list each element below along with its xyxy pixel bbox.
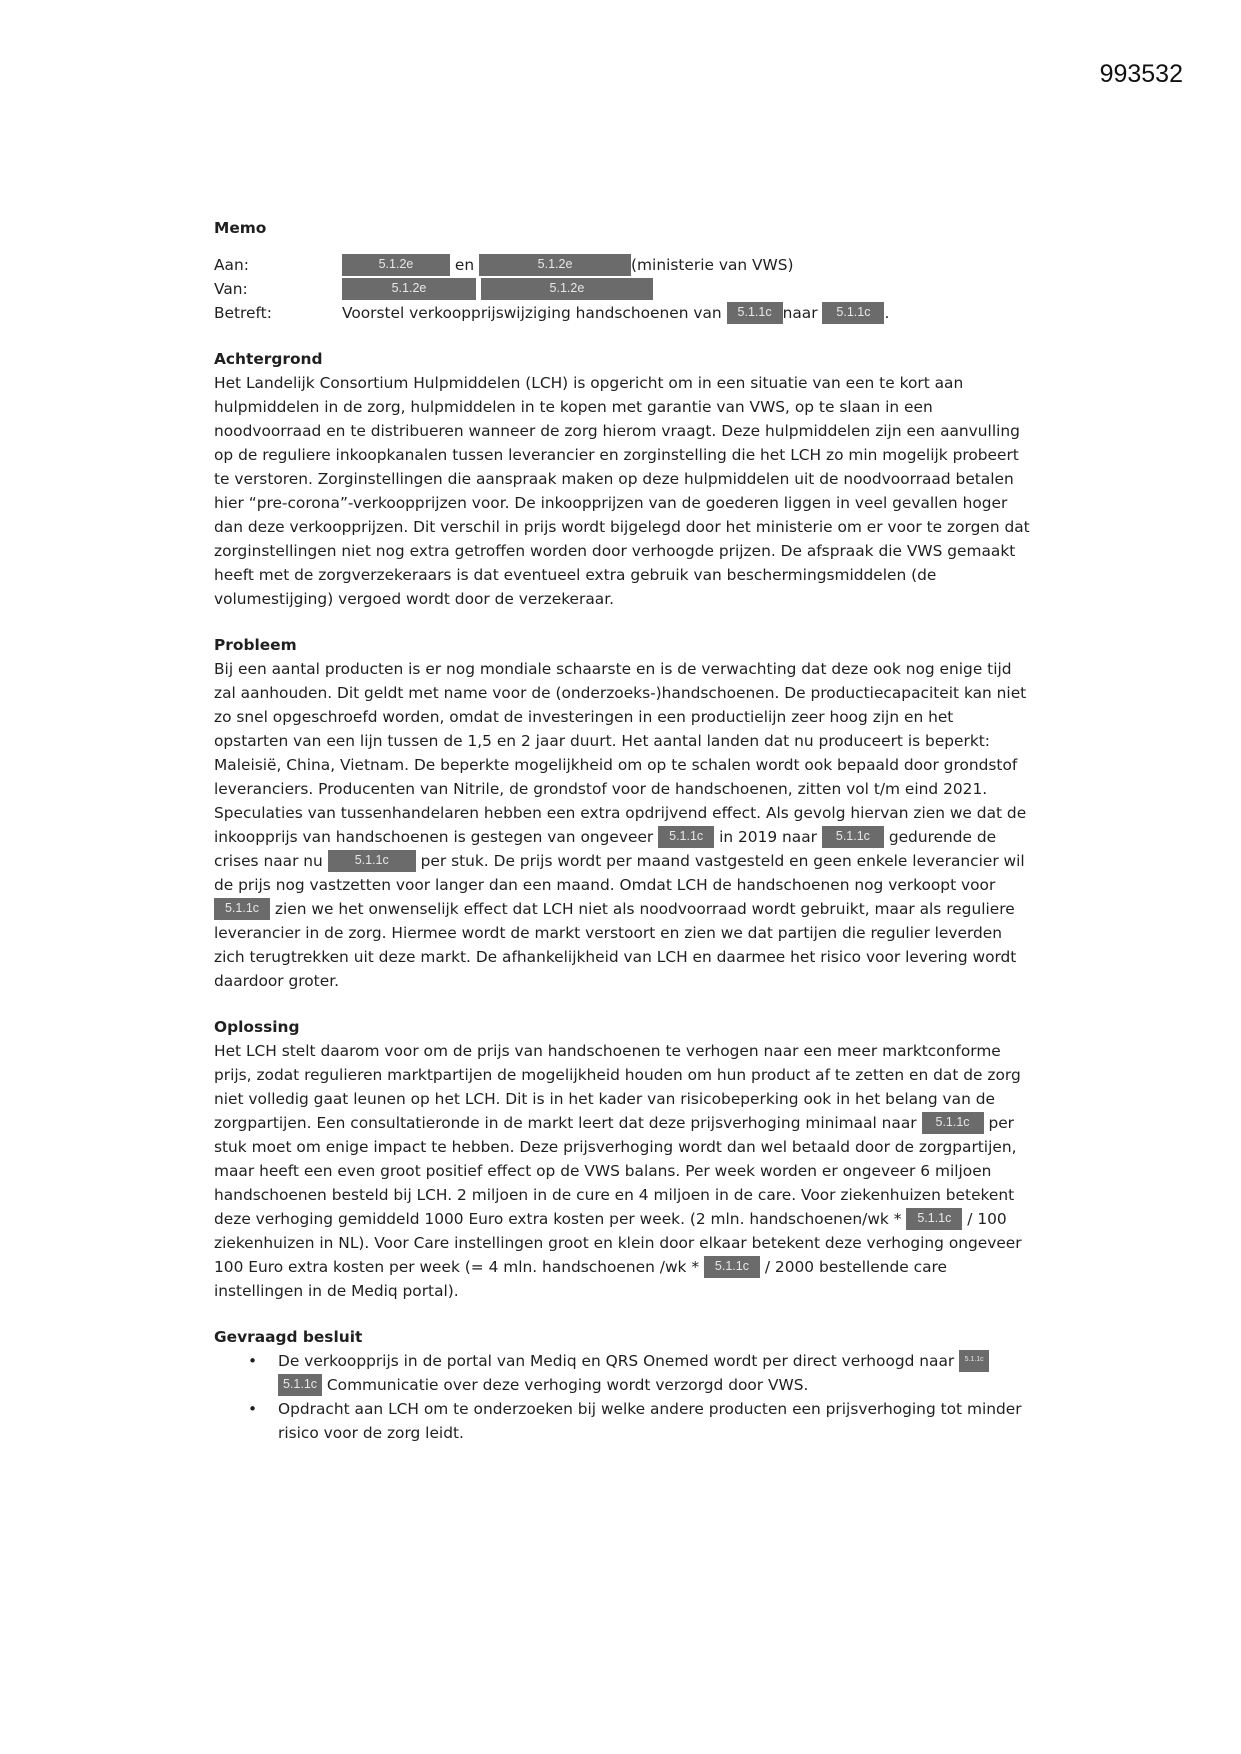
document-number: 993532 [1099,60,1183,88]
redaction-box: 5.1.1c [214,898,270,920]
text-run: Opdracht aan LCH om te onderzoeken bij welke andere producten een prijsverhoging tot minder risico voor de zorg leidt. [278,1400,1022,1442]
text-run: zien we het onwenselijk effect dat LCH niet als noodvoorraad wordt gebruikt, maar als reguliere leverancier in de zorg. Hiermee wordt de markt verstoort en zien we dat partijen die regulier leverden zich terugtrekken uit deze markt. De afhankelijkheid van LCH en daarmee het risico voor levering wordt daardoor groter. [214,900,1017,990]
text-run: / 100 ziekenhuizen in NL). Voor Care instellingen groot en klein door elkaar betekent deze verhoging ongeveer 100 Euro extra kosten per week (= 4 mln. handschoenen /wk * [214,1210,1022,1276]
text-run: Bij een aantal producten is er nog mondiale schaarste en is de verwachting dat deze ook nog enige tijd zal aanhouden. Dit geldt met name voor de (onderzoeks-)handschoenen. De productiecapaciteit kan niet zo snel opgeschroefd worden, omdat de investeringen in een productielijn zeer hoog zijn en het opstarten van een lijn tussen de 1,5 en 2 jaar duurt. Het aantal landen dat nu produceert is beperkt: Maleisië, China, Vietnam. De beperkte mogelijkheid om op te schalen wordt ook bepaald door grondstof leveranciers. Producenten van Nitrile, de grondstof voor de handschoenen, zitten vol t/m eind 2021. Speculaties van tussenhandelaren hebben een extra opdrijvend effect. Als gevolg hiervan zien we dat de inkoopprijs van handschoenen is gestegen van ongeveer [214,660,1027,846]
redaction-box: 5.1.1c [959,1350,989,1372]
betreft-end: . [884,304,890,322]
memo-page [214,216,1030,1445]
betreft-label: Betreft: [214,304,272,322]
aan-en: en [454,256,475,274]
section-title-besluit: Gevraagd besluit [214,1328,363,1346]
text-run: gedurende de crises naar nu [214,828,997,870]
betreft-text: Voorstel verkoopprijswijziging handschoenen van [342,304,722,322]
paragraph-probleem [214,657,1030,993]
redaction-box: 5.1.2e [479,254,631,276]
text-run: in 2019 naar [719,828,817,846]
text-run: Communicatie over deze verhoging wordt verzorgd door VWS. [326,1376,809,1394]
paragraph-oplossing [214,1039,1030,1303]
decision-list [214,1349,1030,1445]
section-title-oplossing: Oplossing [214,1018,300,1036]
aan-label: Aan: [214,256,249,274]
text-run: De verkoopprijs in de portal van Mediq en QRS Onemed wordt per direct verhoogd naar [278,1352,955,1370]
betreft-naar: naar [782,304,818,322]
header-aan [214,253,1030,277]
memo-title: Memo [214,219,267,237]
redaction-box: 5.1.1c [922,1112,984,1134]
header-betreft [214,301,1030,325]
redaction-box: 5.1.1c [278,1374,322,1396]
redaction-box: 5.1.2e [342,278,476,300]
paragraph-achtergrond: Het Landelijk Consortium Hulpmiddelen (LCH) is opgericht om in een situatie van een te kort aan hulpmiddelen in de zorg, hulpmiddelen in te kopen met garantie van VWS, op te slaan in een noodvoorraad en te distribueren wanneer de zorg hierom vraagt. Deze hulpmiddelen zijn een aanvulling op de reguliere inkoopkanalen tussen leverancier en zorginstelling die het LCH zo min mogelijk probeert te verstoren. Zorginstellingen die aanspraak maken op deze hulpmiddelen uit de noodvoorraad betalen hier “pre-corona”-verkoopprijzen voor. De inkoopprijzen van de goederen liggen in veel gevallen hoger dan deze verkoopprijzen. Dit verschil in prijs wordt bijgelegd door het ministerie om er voor te zorgen dat zorginstellingen niet nog extra getroffen worden door verhoogde prijzen. De afspraak die VWS gemaakt heeft met de zorgverzekeraars is dat eventueel extra gebruik van beschermingsmiddelen (de volumestijging) vergoed wordt door de verzekeraar. [214,374,1030,608]
van-label: Van: [214,280,248,298]
redaction-box: 5.1.1c [658,826,714,848]
header-van [214,277,1030,301]
redaction-box: 5.1.1c [704,1256,760,1278]
redaction-box: 5.1.1c [727,302,783,324]
text-run: Het LCH stelt daarom voor om de prijs van handschoenen te verhogen naar een meer marktconforme prijs, zodat regulieren marktpartijen de mogelijkheid houden om hun product af te zetten en dat de zorg niet volledig gaat leunen op het LCH. Dit is in het kader van risicobeperking ook in het belang van de zorgpartijen. Een consultatieronde in de markt leert dat deze prijsverhoging minimaal naar [214,1042,1021,1132]
redaction-box: 5.1.2e [342,254,450,276]
text-run: per stuk moet om enige impact te hebben. Deze prijsverhoging wordt dan wel betaald door de zorgpartijen, maar heeft een even groot positief effect op de VWS balans. Per week worden er ongeveer 6 miljoen handschoenen besteld bij LCH. 2 miljoen in de cure en 4 miljoen in de care. Voor ziekenhuizen betekent deze verhoging gemiddeld 1000 Euro extra kosten per week. (2 mln. handschoenen/wk * [214,1114,1017,1228]
section-title-achtergrond: Achtergrond [214,350,323,368]
list-item [248,1397,1030,1445]
section-title-probleem: Probleem [214,636,297,654]
bullet-icon: • [248,1352,258,1370]
redaction-box: 5.1.1c [906,1208,962,1230]
aan-suffix: (ministerie van VWS) [631,256,794,274]
list-item [248,1349,1030,1397]
redaction-box: 5.1.2e [481,278,653,300]
redaction-box: 5.1.1c [822,302,884,324]
redaction-box: 5.1.1c [822,826,884,848]
text-run: / 2000 bestellende care instellingen in de Mediq portal). [214,1258,947,1300]
bullet-icon: • [248,1400,258,1418]
redaction-box: 5.1.1c [328,850,416,872]
text-run: per stuk. De prijs wordt per maand vastgesteld en geen enkele leverancier wil de prijs nog vastzetten voor langer dan een maand. Omdat LCH de handschoenen nog verkoopt voor [214,852,1025,894]
